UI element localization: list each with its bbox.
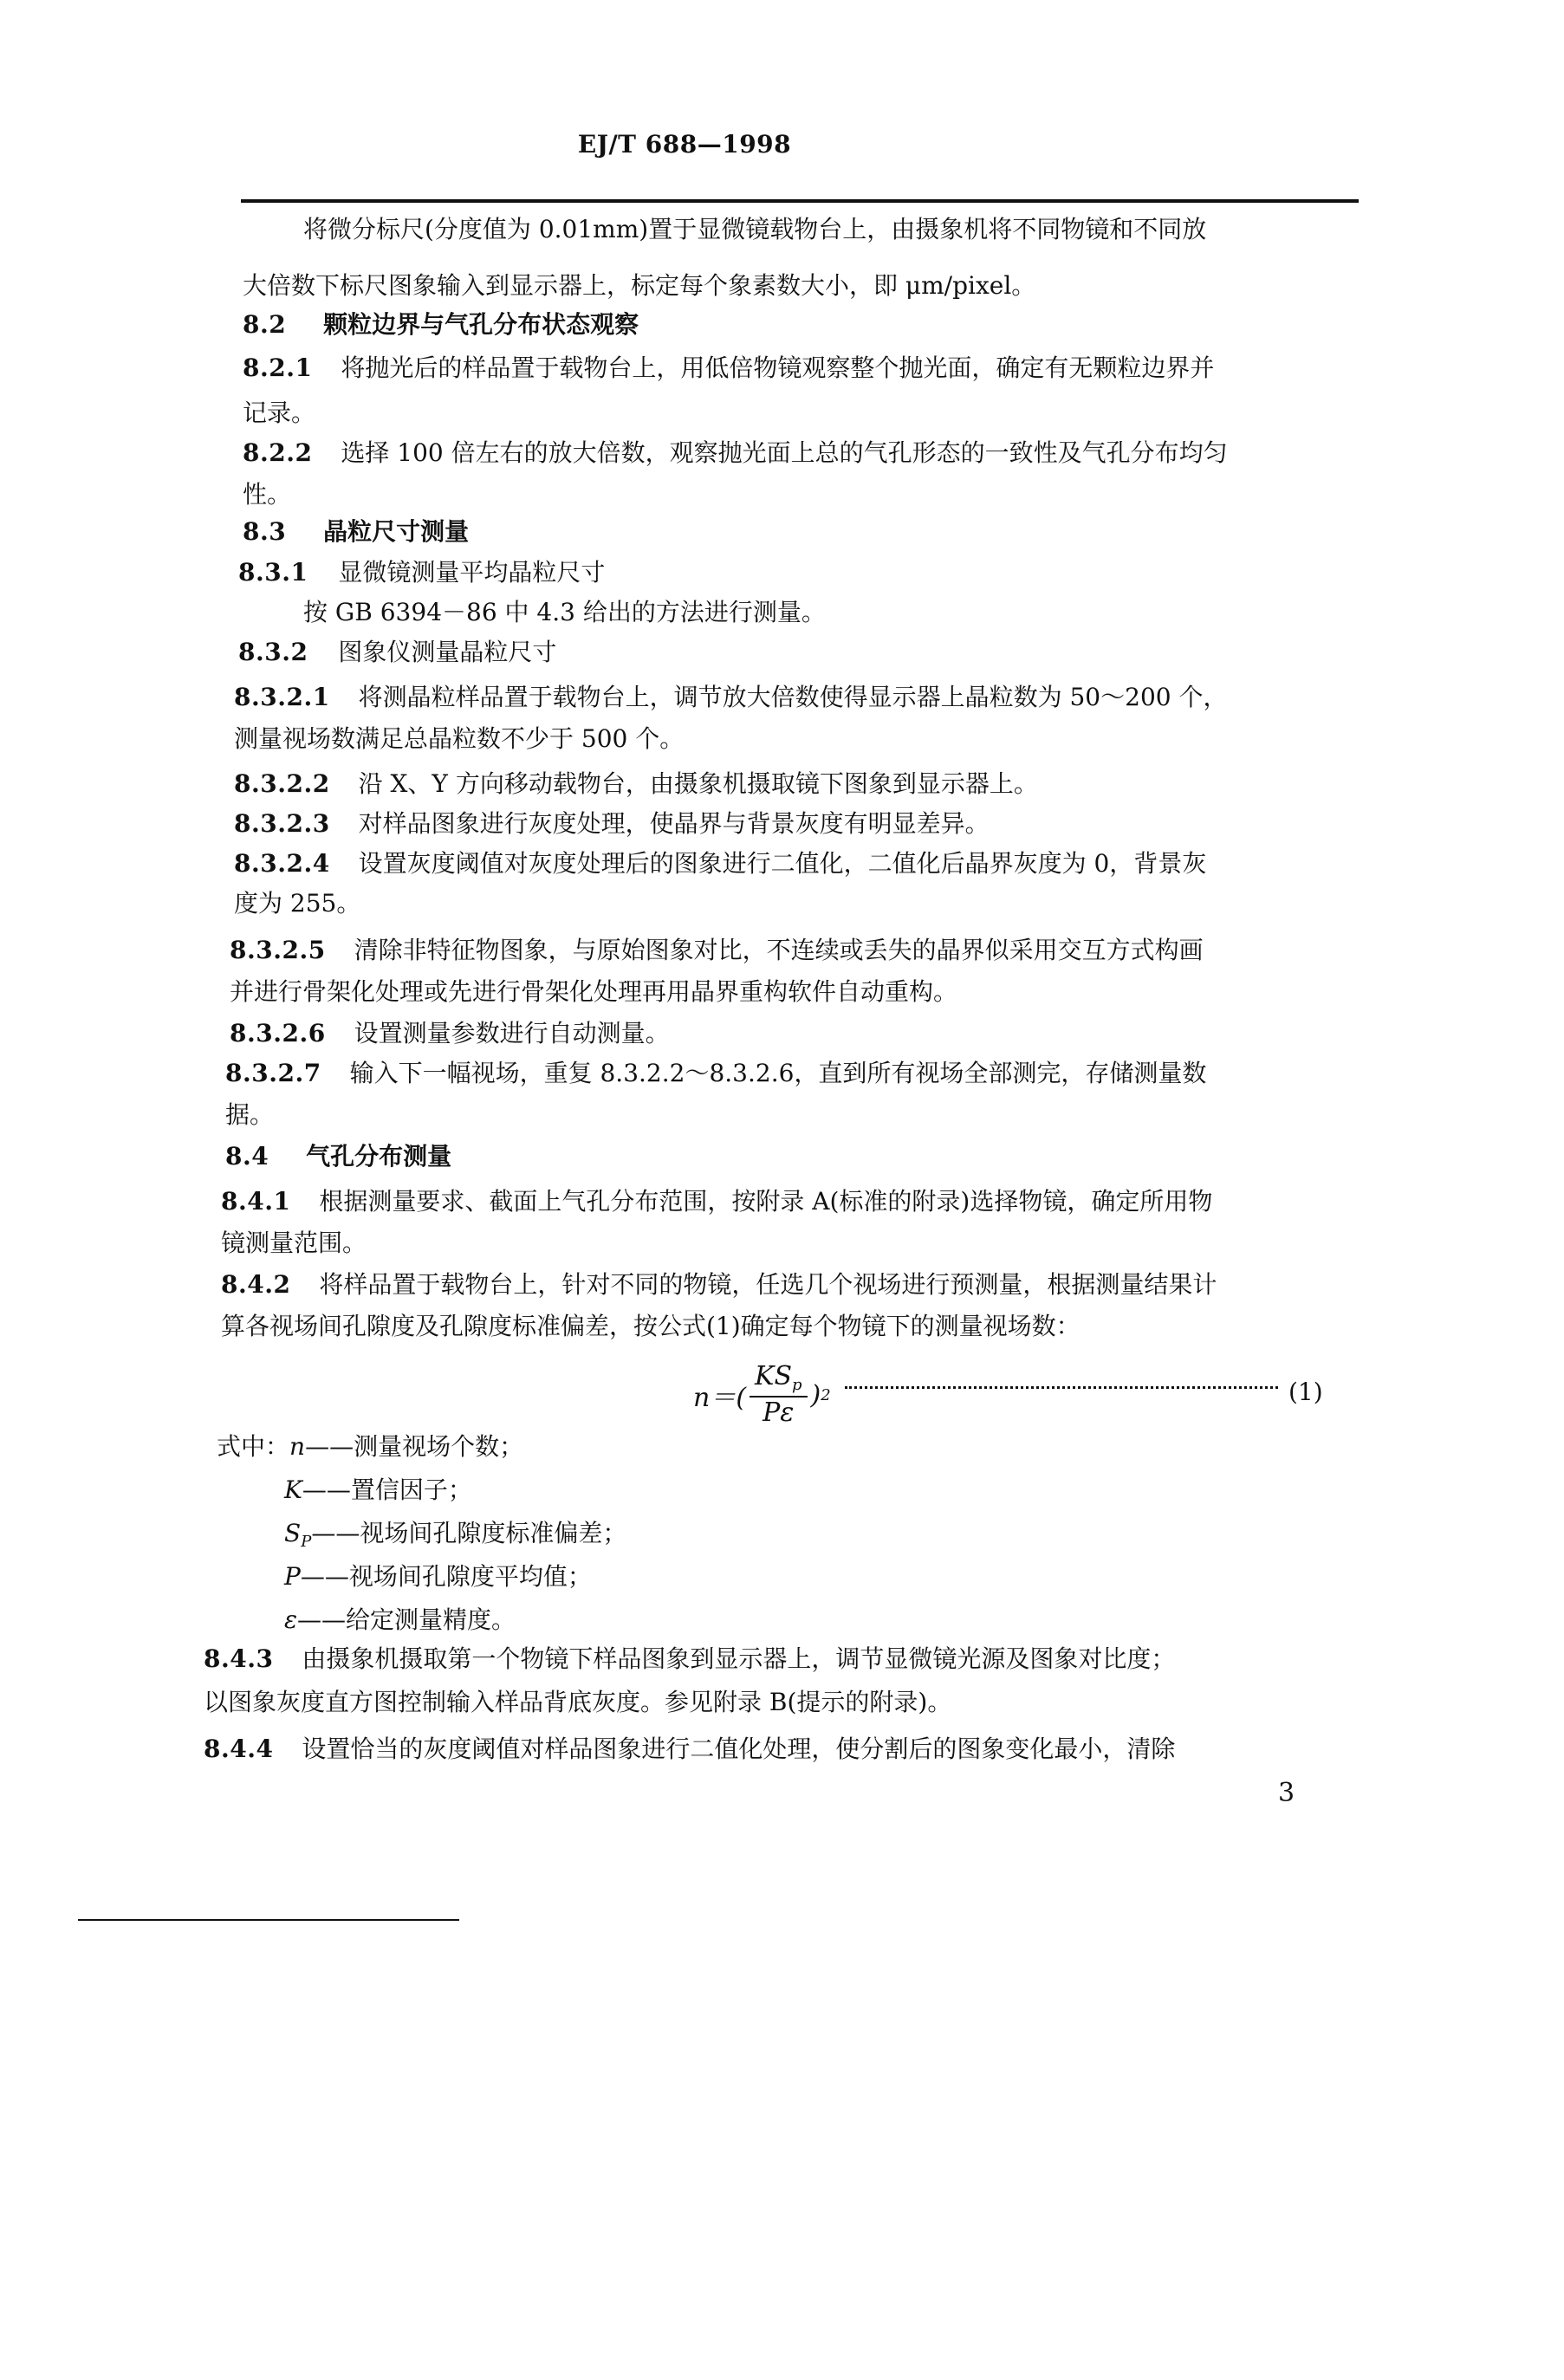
paragraph-line (238, 638, 556, 667)
section-title: 晶粒尺寸测量 (323, 517, 470, 546)
section-heading (225, 1142, 451, 1171)
section-number: 8.4.2 (221, 1270, 291, 1299)
paragraph-text: 算各视场间孔隙度及孔隙度标准偏差，按公式(1)确定每个物镜下的测量视场数： (221, 1312, 1081, 1340)
paragraph-line (204, 1644, 1175, 1674)
paragraph-line (234, 769, 1038, 799)
formula-exponent: 2 (821, 1385, 831, 1404)
page-number: 3 (1278, 1778, 1295, 1808)
variable-item (284, 1471, 472, 1506)
paragraph-text: 镜测量范围。 (221, 1229, 367, 1257)
paragraph-text: 将微分标尺(分度值为 0.01mm)置于显微镜载物台上，由摄象机将不同物镜和不同放 (303, 215, 1207, 243)
variable-item (284, 1601, 516, 1636)
section-title: 颗粒边界与气孔分布状态观察 (323, 310, 639, 339)
section-number: 8.3.2.3 (234, 809, 330, 838)
paragraph-text: 显微镜测量平均晶粒尺寸 (338, 558, 606, 587)
paragraph-line (225, 1100, 274, 1130)
paragraph-line (238, 558, 605, 587)
section-number: 8.3.2.5 (230, 936, 326, 964)
variable-item (284, 1514, 626, 1551)
variable-item (284, 1558, 592, 1592)
paragraph-text: 测量视场数满足总晶粒数不少于 500 个。 (234, 724, 685, 753)
section-number: 8.3.2 (238, 638, 308, 666)
variable-subscript: P (301, 1533, 312, 1551)
section-number: 8.3.2.4 (234, 849, 330, 878)
paragraph-line (204, 1688, 951, 1717)
paragraph-line (221, 1187, 1212, 1216)
paragraph-line (234, 724, 684, 754)
variable-intro-text: 式中： (217, 1432, 290, 1461)
variable-description: ——测量视场个数； (305, 1432, 524, 1461)
paragraph-line (225, 1059, 1206, 1088)
paragraph-text: 并进行骨架化处理或先进行骨架化处理再用晶界重构软件自动重构。 (230, 977, 958, 1006)
paragraph-line (234, 683, 1227, 712)
paragraph-line (230, 936, 1204, 965)
page-header: EJ/T 688—1998 (577, 130, 792, 159)
fraction-denominator: Pε (763, 1398, 795, 1429)
section-number: 8.2 (243, 310, 287, 339)
section-number: 8.3.1 (238, 558, 308, 587)
section-number: 8.3 (243, 517, 287, 546)
paragraph-text: 大倍数下标尺图象输入到显示器上，标定每个象素数大小，即 μm/pixel。 (243, 271, 1036, 300)
section-number: 8.4.4 (204, 1735, 274, 1763)
paragraph-line (234, 849, 1206, 879)
variable-description: ——视场间孔隙度平均值； (300, 1562, 592, 1591)
section-number: 8.3.2.7 (225, 1059, 321, 1087)
variable-symbol: K (284, 1475, 302, 1504)
variable-description: ——置信因子； (302, 1475, 472, 1504)
section-number: 8.4 (225, 1142, 269, 1171)
formula-1 (693, 1360, 831, 1430)
paragraph-text: 选择 100 倍左右的放大倍数，观察抛光面上总的气孔形态的一致性及气孔分布均匀 (341, 438, 1228, 467)
paragraph-text: 度为 255。 (234, 889, 361, 918)
variable-list-intro (217, 1428, 523, 1462)
paragraph-text: 对样品图象进行灰度处理，使晶界与背景灰度有明显差异。 (358, 809, 990, 838)
fraction-numerator (750, 1363, 808, 1398)
paragraph-line (243, 353, 1214, 383)
formula-lhs: n＝( (693, 1383, 747, 1413)
variable-symbol: ε (284, 1605, 298, 1634)
paragraph-line (243, 480, 291, 509)
paragraph-line (221, 1312, 1081, 1341)
section-number: 8.3.2.2 (234, 769, 330, 798)
formula-leader-dots (845, 1386, 1278, 1389)
paragraph-line (243, 399, 315, 428)
section-title: 气孔分布测量 (306, 1142, 452, 1171)
variable-symbol: n (289, 1432, 306, 1461)
section-heading (243, 517, 469, 547)
paragraph-text: 沿 X、Y 方向移动载物台，由摄象机摄取镜下图象到显示器上。 (358, 769, 1038, 798)
section-number: 8.4.1 (221, 1187, 291, 1216)
variable-symbol: P (284, 1562, 301, 1591)
paragraph-line (303, 598, 826, 627)
paragraph-text: 将样品置于载物台上，针对不同的物镜，任选几个视场进行预测量，根据测量结果计 (319, 1270, 1217, 1299)
numerator-subscript: p (792, 1376, 802, 1395)
footer-rule (78, 1919, 459, 1921)
paragraph-text: 图象仪测量晶粒尺寸 (338, 638, 557, 666)
paragraph-text: 记录。 (243, 399, 316, 427)
paragraph-line (221, 1229, 367, 1258)
formula-fraction (750, 1361, 808, 1429)
paragraph-line (243, 438, 1228, 468)
numerator-text: KS (755, 1361, 792, 1392)
paragraph-text: 由摄象机摄取第一个物镜下样品图象到显示器上，调节显微镜光源及图象对比度； (302, 1644, 1176, 1673)
paragraph-text: 据。 (225, 1100, 275, 1129)
paragraph-text: 性。 (243, 480, 292, 509)
paragraph-line (234, 809, 990, 839)
variable-description: ——视场间孔隙度标准偏差； (311, 1519, 627, 1547)
variable-symbol: S (284, 1519, 302, 1547)
section-number: 8.3.2.1 (234, 683, 330, 711)
paragraph-line (230, 1019, 670, 1048)
paragraph-line (234, 889, 360, 918)
paragraph-text: 设置恰当的灰度阈值对样品图象进行二值化处理，使分割后的图象变化最小，清除 (302, 1735, 1176, 1763)
paragraph-text: 设置灰度阈值对灰度处理后的图象进行二值化，二值化后晶界灰度为 0，背景灰 (358, 849, 1207, 878)
section-heading (243, 310, 639, 340)
formula-close: ) (810, 1379, 821, 1410)
section-number: 8.3.2.6 (230, 1019, 326, 1047)
section-number: 8.4.3 (204, 1644, 274, 1673)
variable-description: ——给定测量精度。 (297, 1605, 516, 1634)
paragraph-text: 以图象灰度直方图控制输入样品背底灰度。参见附录 B(提示的附录)。 (204, 1688, 952, 1716)
paragraph-text: 设置测量参数进行自动测量。 (354, 1019, 670, 1047)
paragraph-text: 按 GB 6394－86 中 4.3 给出的方法进行测量。 (303, 598, 826, 626)
equation-number: (1) (1288, 1378, 1323, 1406)
paragraph-line (221, 1270, 1217, 1300)
paragraph-text: 清除非特征物图象，与原始图象对比，不连续或丢失的晶界似采用交互方式构画 (354, 936, 1204, 964)
paragraph-text: 根据测量要求、截面上气孔分布范围，按附录 A(标准的附录)选择物镜，确定所用物 (319, 1187, 1213, 1216)
paragraph-text: 将测晶粒样品置于载物台上，调节放大倍数使得显示器上晶粒数为 50～200 个， (358, 683, 1228, 711)
paragraph-line (204, 1735, 1175, 1764)
paragraph-line (243, 271, 1035, 301)
paragraph-text: 输入下一幅视场，重复 8.3.2.2～8.3.2.6，直到所有视场全部测完，存储测量数 (349, 1059, 1207, 1087)
paragraph-line (230, 977, 957, 1007)
paragraph-text: 将抛光后的样品置于载物台上，用低倍物镜观察整个抛光面，确定有无颗粒边界并 (341, 353, 1215, 382)
section-number: 8.2.2 (243, 438, 313, 467)
paragraph-line (303, 215, 1206, 244)
section-number: 8.2.1 (243, 353, 313, 382)
